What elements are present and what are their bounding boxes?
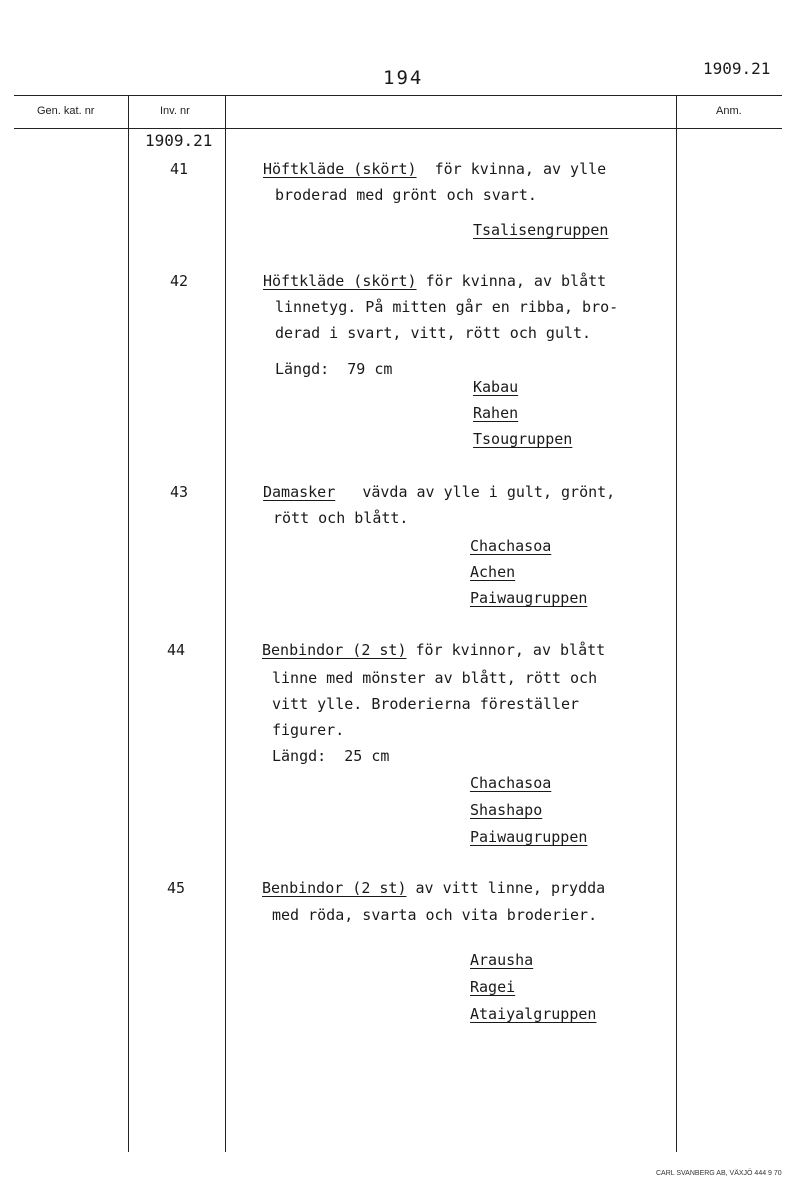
header-top-rule <box>14 95 782 96</box>
entry-title: Höftkläde (skört) <box>263 272 417 290</box>
entry-text: av vitt linne, prydda <box>415 879 606 897</box>
entry-title: Benbindor (2 st) <box>262 641 407 659</box>
header-bottom-rule <box>14 128 782 129</box>
entry-first-line <box>263 268 606 294</box>
column-header-gen-kat: Gen. kat. nr <box>37 105 95 117</box>
inv-number: 43 <box>170 483 189 501</box>
group-name: Paiwaugruppen <box>470 828 588 846</box>
length-label: Längd: <box>272 747 327 765</box>
entry-first-line <box>263 479 615 505</box>
entry-text: för kvinna, av ylle <box>434 160 607 178</box>
inv-prefix: 1909.21 <box>145 131 213 150</box>
inv-number: 44 <box>167 641 186 659</box>
entry-text: med röda, svarta och vita broderier. <box>272 906 598 924</box>
catalog-year: 1909.21 <box>703 59 771 78</box>
entry-title: Damasker <box>263 483 336 501</box>
group-name: Chachasoa <box>470 774 552 792</box>
entry-text: broderad med grönt och svart. <box>275 186 537 204</box>
length-label: Längd: <box>275 360 330 378</box>
page-number: 194 <box>383 67 424 89</box>
entry-title: Benbindor (2 st) <box>262 879 407 897</box>
entry-text: figurer. <box>272 721 345 739</box>
column-header-inv: Inv. nr <box>160 105 190 117</box>
entry-text: vävda av ylle i gult, grönt, <box>362 483 616 501</box>
entry-title: Höftkläde (skört) <box>263 160 417 178</box>
entry-text: derad i svart, vitt, rött och gult. <box>275 324 592 342</box>
group-name: Arausha <box>470 951 534 969</box>
group-name: Paiwaugruppen <box>470 589 588 607</box>
entry-first-line <box>263 156 606 182</box>
column-header-anm: Anm. <box>716 105 742 117</box>
entry-length <box>275 356 392 382</box>
group-name: Shashapo <box>470 801 543 819</box>
entry-length <box>272 743 389 769</box>
inv-number: 41 <box>170 160 189 178</box>
group-name: Kabau <box>473 378 519 396</box>
column-divider-1 <box>128 95 129 1152</box>
group-name: Tsalisengruppen <box>473 221 609 239</box>
entry-text: linnetyg. På mitten går en ribba, bro- <box>275 298 619 316</box>
entry-text: linne med mönster av blått, rött och <box>272 669 598 687</box>
entry-text: vitt ylle. Broderierna föreställer <box>272 695 580 713</box>
entry-first-line <box>262 875 605 901</box>
group-name: Ragei <box>470 978 516 996</box>
inv-number: 42 <box>170 272 189 290</box>
group-name: Chachasoa <box>470 537 552 555</box>
inv-number: 45 <box>167 879 186 897</box>
column-divider-2 <box>225 95 226 1152</box>
printer-mark: CARL SVANBERG AB, VÄXJÖ 444 9 70 <box>656 1170 782 1177</box>
length-value: 25 cm <box>344 747 390 765</box>
group-name: Rahen <box>473 404 519 422</box>
entry-text: rött och blått. <box>273 509 409 527</box>
length-value: 79 cm <box>347 360 393 378</box>
group-name: Ataiyalgruppen <box>470 1005 597 1023</box>
group-name: Achen <box>470 563 516 581</box>
entry-text: för kvinnor, av blått <box>415 641 606 659</box>
entry-text: för kvinna, av blått <box>425 272 607 290</box>
group-name: Tsougruppen <box>473 430 573 448</box>
entry-first-line <box>262 637 605 663</box>
column-divider-3 <box>676 95 677 1152</box>
